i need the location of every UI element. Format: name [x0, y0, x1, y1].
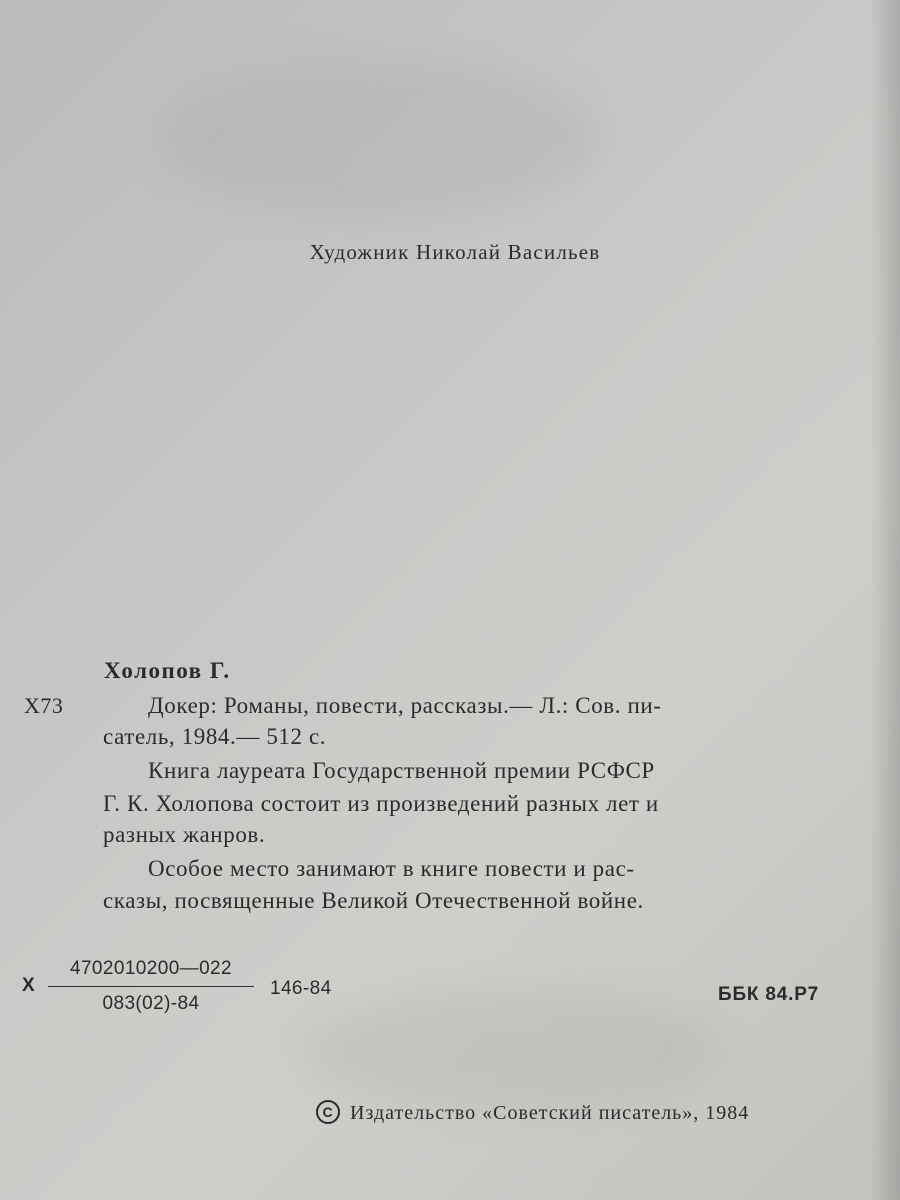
copyright-text: Издательство «Советский писатель», 1984 [350, 1102, 750, 1124]
page-edge-shadow [870, 0, 900, 1200]
description-line: Г. К. Холопова состоит из произведений разных лет и [103, 791, 659, 816]
copyright-icon: C [316, 1100, 340, 1124]
index-fraction [48, 958, 254, 1015]
index-letter: Х [22, 975, 35, 996]
copyright-line [316, 1100, 749, 1125]
bleed-through-shadow [160, 60, 600, 220]
bbk-code: ББК 84.Р7 [718, 984, 820, 1005]
bleed-through-shadow [300, 990, 720, 1110]
description-line: Книга лауреата Государственной премии РСФСР [148, 758, 655, 783]
description-line: сатель, 1984.— 512 с. [103, 724, 327, 749]
fraction-bar [48, 986, 254, 987]
description-line: разных жанров. [103, 822, 266, 847]
catalog-code: Х73 [24, 693, 64, 718]
description-line: сказы, посвященные Великой Отечественной войне. [103, 888, 644, 913]
index-denominator: 083(02)-84 [102, 993, 200, 1014]
index-numerator: 4702010200—022 [70, 958, 232, 979]
author-name: Холопов Г. [104, 658, 231, 683]
order-number: 146-84 [270, 978, 332, 999]
artist-credit: Художник Николай Васильев [309, 240, 601, 264]
description-line: Особое место занимают в книге повести и рас- [148, 856, 635, 881]
description-line: Докер: Романы, повести, рассказы.— Л.: Сов. пи- [148, 693, 662, 718]
